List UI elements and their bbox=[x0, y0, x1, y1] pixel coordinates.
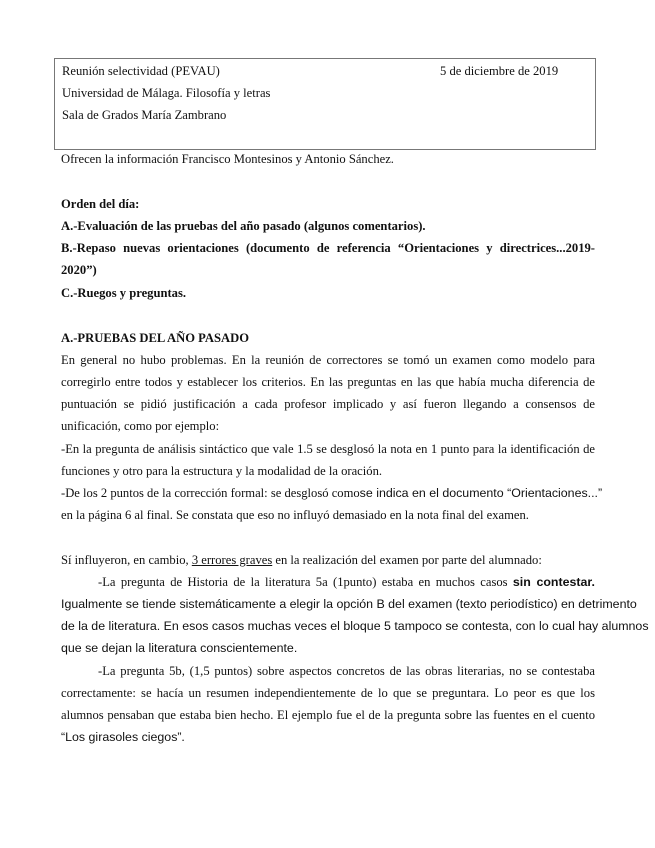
agenda-item-c: C.-Ruegos y preguntas. bbox=[61, 286, 187, 300]
paragraph-5-line-4: que se dejan la literatura conscientemente. bbox=[61, 641, 298, 655]
paragraph-4-text-b: en la realización del examen por parte del alumnado: bbox=[272, 553, 542, 567]
girasoles-ciegos-title: “Los girasoles ciegos” bbox=[61, 730, 182, 744]
presenters-line: Ofrecen la información Francisco Montesinos y Antonio Sánchez. bbox=[61, 152, 394, 166]
paragraph-4-text-a: Sí influyeron, en cambio, bbox=[61, 553, 192, 567]
paragraph-5-line-2: Igualmente se tiende sistemáticamente a elegir la opción B del examen (texto periodístico) en detrimento bbox=[61, 597, 637, 611]
paragraph-5-line-3: de la de literatura. En esos casos muchas veces el bloque 5 tampoco se contesta, con lo cual hay alumnos bbox=[61, 619, 649, 633]
paragraph-6-line-1: -La pregunta 5b, (1,5 puntos) sobre aspectos concretos de las obras literarias, no se contestaba bbox=[98, 664, 595, 678]
paragraph-3-line-1 bbox=[61, 486, 602, 501]
paragraph-6-period: . bbox=[181, 730, 185, 744]
paragraph-2-line-1: -En la pregunta de análisis sintáctico que vale 1.5 se desglosó la nota en 1 punto para la identificación de bbox=[61, 442, 595, 456]
paragraph-6-line-3: alumnos pensaban que estaba bien hecho. El ejemplo fue el de la pregunta sobre las fuentes en el cuento bbox=[61, 708, 595, 722]
orientaciones-reference: se indica en el documento “Orientaciones...” bbox=[359, 486, 603, 500]
paragraph-2-line-2: funciones y otro para la estructura y la modalidad de la oración. bbox=[61, 464, 383, 478]
paragraph-5-line-1 bbox=[98, 575, 595, 590]
paragraph-6-line-2: correctamente: se hacía un resumen independientemente de lo que se preguntara. Lo peor es que los bbox=[61, 686, 595, 700]
meeting-date: 5 de diciembre de 2019 bbox=[440, 64, 559, 78]
paragraph-3-line-2: en la página 6 al final. Se constata que eso no influyó demasiado en la nota final del examen. bbox=[61, 508, 529, 522]
paragraph-4 bbox=[61, 553, 542, 568]
university-line: Universidad de Málaga. Filosofía y letras bbox=[62, 86, 271, 100]
header-box bbox=[54, 58, 596, 150]
agenda-item-b-line2: 2020”) bbox=[61, 263, 97, 277]
paragraph-5-text: -La pregunta de Historia de la literatura 5a (1punto) estaba en muchos casos bbox=[98, 575, 508, 589]
agenda-title: Orden del día: bbox=[61, 197, 140, 211]
section-a-heading: A.-PRUEBAS DEL AÑO PASADO bbox=[61, 331, 249, 345]
paragraph-1-line-2: corregirlo entre todos y establecer los criterios. En las preguntas en las que había mucha diferencia de bbox=[61, 375, 595, 389]
agenda-item-a: A.-Evaluación de las pruebas del año pasado (algunos comentarios). bbox=[61, 219, 426, 233]
paragraph-1-line-4: unificación, como por ejemplo: bbox=[61, 419, 220, 433]
room-line: Sala de Grados María Zambrano bbox=[62, 108, 227, 122]
paragraph-3-text: -De los 2 puntos de la corrección formal: se desglosó como bbox=[61, 486, 360, 500]
paragraph-1-line-1: En general no hubo problemas. En la reunión de correctores se tomó un examen como modelo para bbox=[61, 353, 595, 367]
meeting-title: Reunión selectividad (PEVAU) bbox=[62, 64, 220, 78]
paragraph-6-line-4 bbox=[61, 730, 185, 745]
sin-contestar-bold: sin contestar. bbox=[512, 575, 595, 589]
errores-graves-underlined: 3 errores graves bbox=[191, 553, 273, 567]
agenda-item-b-line1: B.-Repaso nuevas orientaciones (documento de referencia “Orientaciones y directrices...2019- bbox=[61, 241, 595, 255]
paragraph-1-line-3: puntuación se pidió justificación a cada profesor implicado y así fueron llegando a consensos de bbox=[61, 397, 595, 411]
